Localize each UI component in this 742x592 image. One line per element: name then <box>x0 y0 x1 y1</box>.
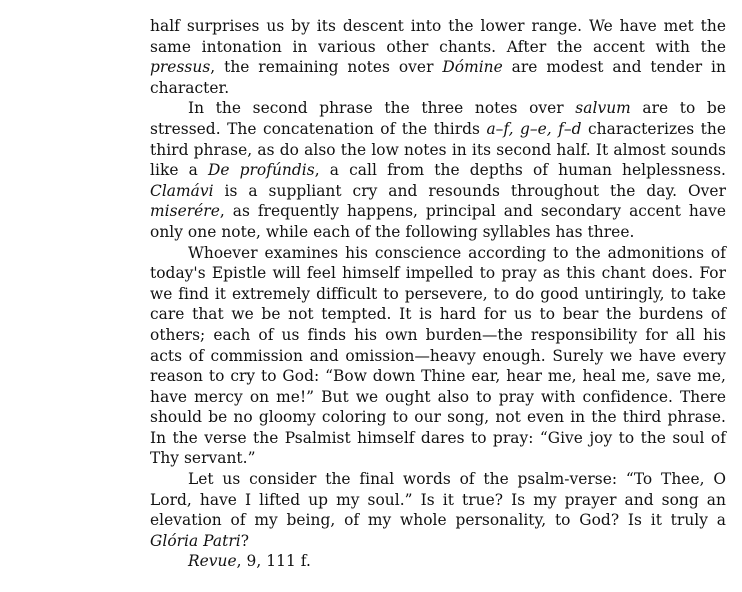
italic-term: salvum <box>575 99 631 118</box>
text-run: ? <box>240 531 250 550</box>
text-run: In the second phrase the three notes over <box>188 99 576 118</box>
citation-ref: , 9, 111 f. <box>236 552 311 571</box>
paragraph-4 <box>150 469 726 551</box>
italic-term: Clamávi <box>150 181 214 200</box>
body-text <box>150 16 726 551</box>
text-run: are modest and tender in character. <box>150 58 726 97</box>
citation <box>150 551 726 572</box>
text-run: Whoever examines his conscience according to the admonitions of today's Epistle will feel himself impelled to pray as this chant does. For we find it extremely difficult to persevere, to do good untiringly, to take care that we be not tempted. It is hard for us to bear the burdens of others; each of us finds his own burden—the responsibility for all his acts of commission and omission—heavy enough. Surely we have every reason to cry to God: “Bow down Thine ear, hear me, heal me, save me, have mercy on me!” But we ought also to pray with confidence. There should be no gloomy coloring to our song, not even in the third phrase. In the verse the Psalmist himself dares to pray: “Give joy to the soul of Thy servant.” <box>150 243 726 468</box>
italic-term: a–f, g–e, f–d <box>486 119 582 138</box>
text-run: half surprises us by its descent into the lower range. We have met the same intonation in various other chants. After the accent with the <box>150 17 726 56</box>
citation-source: Revue <box>188 552 237 571</box>
italic-term: De profúndis <box>207 161 315 180</box>
text-run: characterizes the third phrase, as do also the low notes in its second half. It almost sounds like a <box>150 119 726 180</box>
text-run: , a call from the depths of human helplessness. <box>314 161 727 180</box>
document-page <box>150 16 726 572</box>
italic-term: Dómine <box>442 58 503 77</box>
paragraph-3 <box>150 243 726 470</box>
italic-term: Glória Patri <box>150 531 241 550</box>
text-run: Let us consider the final words of the psalm-verse: “To Thee, O Lord, have I lifted up my soul.” Is it true? Is my prayer and song an elevation of my being, of my whole personality, to God? Is it truly a <box>150 470 726 530</box>
italic-term: miserére <box>150 202 220 221</box>
text-run: , the remaining notes over <box>210 58 443 77</box>
paragraph-2 <box>150 98 726 242</box>
text-run: , as frequently happens, principal and secondary accent have only one note, while each of the following syllables has three. <box>150 202 726 241</box>
text-run: are to be stressed. The concatenation of the thirds <box>150 99 726 138</box>
italic-term: pressus <box>150 58 211 77</box>
paragraph-1 <box>150 16 726 98</box>
text-run: is a suppliant cry and resounds throughout the day. Over <box>213 181 726 200</box>
